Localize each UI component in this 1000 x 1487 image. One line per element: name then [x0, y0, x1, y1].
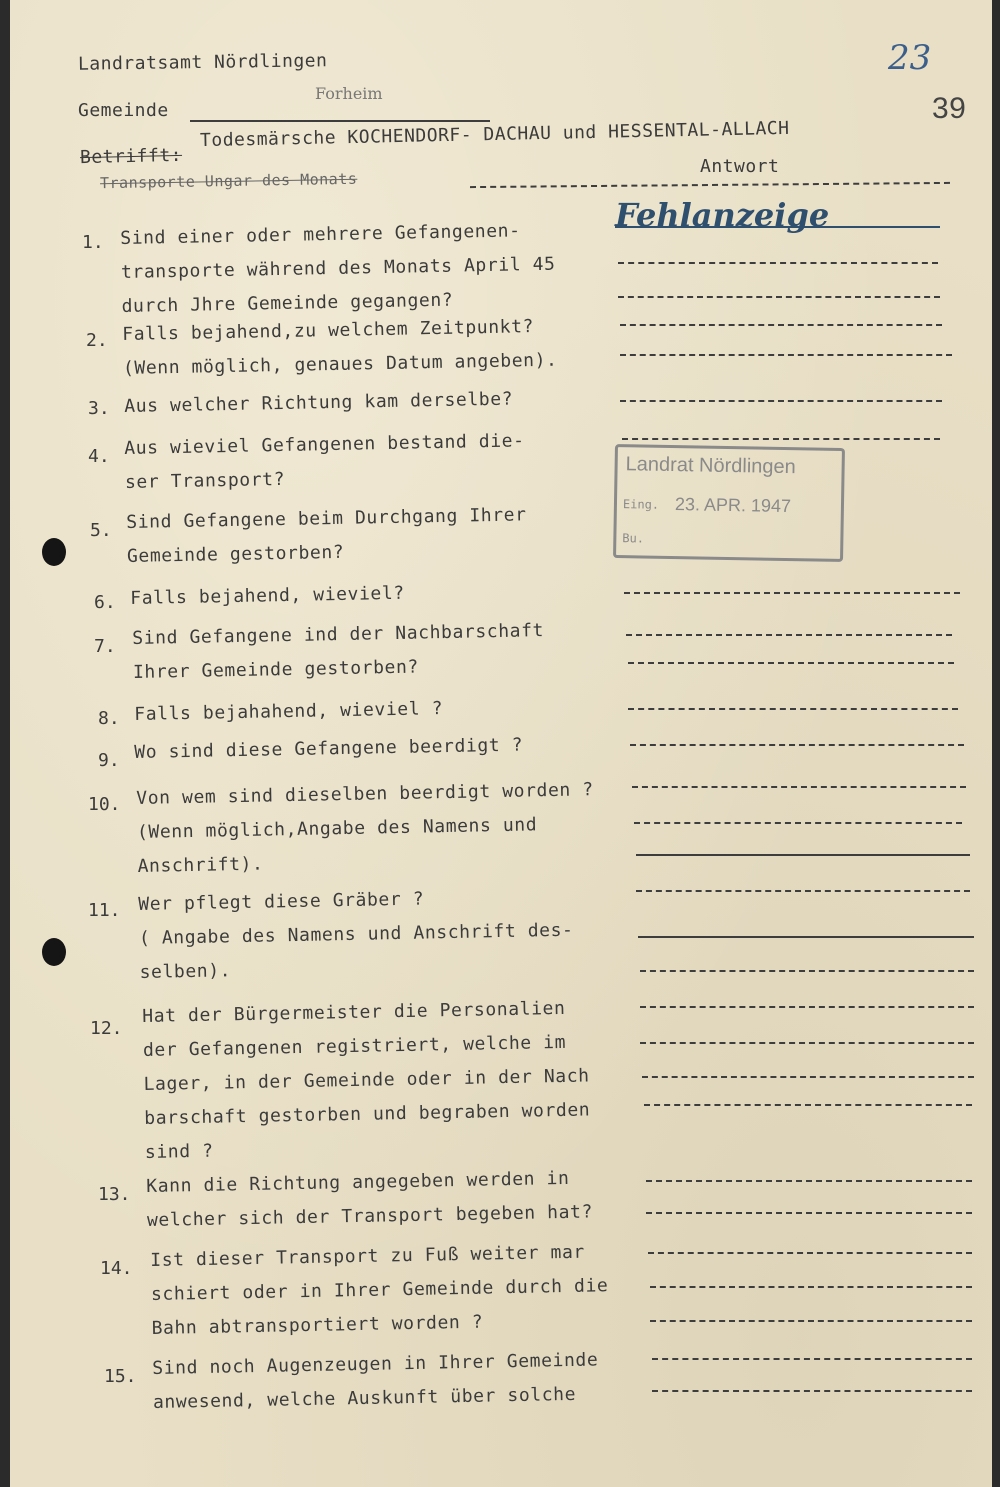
question-number: 6. — [94, 592, 116, 613]
question-number: 15. — [104, 1366, 137, 1387]
subject-struck: Transporte Ungar des Monats — [99, 169, 358, 193]
received-stamp — [613, 444, 845, 562]
answer-line — [618, 296, 940, 298]
answer-line — [618, 262, 938, 264]
answer-line — [646, 1180, 972, 1182]
answer-line — [632, 786, 966, 788]
question-number: 9. — [98, 750, 120, 771]
municipality-line — [190, 120, 490, 122]
answer-line — [634, 822, 962, 824]
question-number: 8. — [98, 708, 120, 729]
question-12: Hat der Bürgermeister die Personalien der Gefangenen registriert, welche im Lager, in der Gemeinde oder in der Nach barschaft gestorben und begraben worden sind ? — [142, 997, 591, 1163]
question-number: 12. — [90, 1018, 123, 1039]
office-name: Landratsamt Nördlingen — [77, 50, 328, 75]
answer-handwritten: Fehlanzeige — [615, 196, 830, 234]
answer-line — [646, 1212, 972, 1214]
answer-line — [626, 634, 952, 636]
question-5: Sind Gefangene beim Durchgang Ihrer Gemeinde gestorben? — [126, 504, 527, 567]
question-number: 4. — [88, 446, 110, 467]
scan-left-edge — [0, 0, 10, 1487]
answer-line — [650, 1320, 972, 1322]
answer-line — [622, 438, 940, 440]
answer-line — [628, 662, 954, 664]
subject-text: Todesmärsche KOCHENDORF- DACHAU und HESSENTAL-ALLACH — [199, 117, 790, 152]
answer-line — [642, 1076, 974, 1078]
scan-right-edge — [992, 0, 1000, 1487]
question-number: 1. — [82, 232, 104, 253]
answer-line — [644, 1104, 972, 1106]
answer-line — [620, 400, 942, 402]
answer-line — [628, 708, 958, 710]
question-number: 14. — [100, 1258, 133, 1279]
answer-header: Antwort — [700, 156, 780, 177]
answer-line — [636, 854, 970, 856]
answer-line — [640, 970, 974, 972]
answer-line — [638, 936, 974, 938]
answer-line — [652, 1390, 972, 1392]
stamp-received-label: Eing. — [622, 497, 660, 512]
question-3: Aus welcher Richtung kam derselbe? — [124, 388, 514, 417]
answer-line — [636, 890, 970, 892]
question-number: 5. — [90, 520, 112, 541]
answer-line — [648, 1252, 972, 1254]
answer-line — [652, 1358, 972, 1360]
answer-underline — [615, 226, 940, 228]
punch-hole — [42, 938, 66, 966]
question-number: 10. — [88, 794, 121, 815]
question-13: Kann die Richtung angegeben werden in welcher sich der Transport begeben hat? — [146, 1167, 594, 1231]
stamp-office: Landrat Nördlingen — [625, 453, 796, 479]
question-9: Wo sind diese Gefangene beerdigt ? — [134, 734, 524, 763]
answer-line — [624, 592, 960, 594]
subject-label: Betrifft: — [79, 144, 183, 169]
question-15: Sind noch Augenzeugen in Ihrer Gemeinde anwesend, welche Auskunft über solche — [152, 1349, 599, 1413]
question-number: 13. — [98, 1184, 131, 1205]
answer-line — [630, 744, 964, 746]
answer-line — [640, 1006, 974, 1008]
municipality-label: Gemeinde — [78, 100, 169, 121]
header-line — [470, 182, 950, 188]
question-number: 11. — [88, 900, 121, 921]
stamp-date: 23. APR. 1947 — [674, 494, 792, 517]
page-number: 39 — [932, 92, 967, 125]
question-7: Sind Gefangene ind der Nachbarschaft Ihrer Gemeinde gestorben? — [132, 620, 545, 683]
question-6: Falls bejahend, wieviel? — [130, 582, 405, 609]
question-1: Sind einer oder mehrere Gefangenen- transporte während des Monats April 45 durch Jhre Gemeinde gegangen? — [120, 220, 556, 317]
punch-hole — [42, 538, 66, 566]
question-number: 2. — [86, 330, 108, 351]
question-4: Aus wieviel Gefangenen bestand die- ser Transport? — [124, 430, 525, 493]
question-2: Falls bejahend,zu welchem Zeitpunkt? (Wenn möglich, genaues Datum angeben). — [122, 316, 558, 379]
answer-line — [620, 354, 952, 356]
stamp-footer: Bu. — [622, 531, 645, 546]
question-number: 3. — [88, 398, 110, 419]
question-10: Von wem sind dieselben beerdigt worden ? (Wenn möglich,Angabe des Namens und Anschrift). — [136, 779, 594, 877]
answer-line — [640, 1042, 974, 1044]
answer-line — [650, 1286, 972, 1288]
question-11: Wer pflegt diese Gräber ? ( Angabe des Namens und Anschrift des- selben). — [138, 888, 574, 983]
question-number: 7. — [94, 636, 116, 657]
answer-line — [620, 324, 942, 326]
municipality-value: Forheim — [315, 84, 383, 103]
question-14: Ist dieser Transport zu Fuß weiter mar schiert oder in Ihrer Gemeinde durch die Bahn abtransportiert worden ? — [150, 1241, 609, 1339]
archive-number: 23 — [888, 38, 932, 78]
question-8: Falls bejahahend, wieviel ? — [134, 698, 444, 725]
